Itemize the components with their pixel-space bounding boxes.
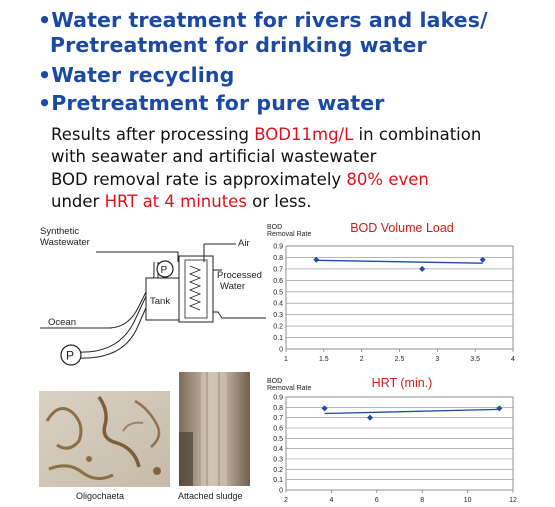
x-tick-label: 3.5 [470,356,481,363]
x-tick-label: 10 [463,497,472,504]
y-tick-label: 0.4 [273,446,283,454]
y-tick-label: 0.4 [273,300,283,308]
process-diagram [38,222,268,382]
bullet-water-recycling [38,63,234,87]
bullet-text: Pretreatment for pure water [51,91,385,115]
y-tick-label: 0.3 [273,456,283,464]
hrt-chart [262,372,552,507]
x-tick-label: 2 [359,356,364,363]
y-tick-label: 0.3 [273,312,283,320]
y-tick-label: 0 [279,346,283,354]
x-tick-label: 2 [284,497,288,504]
synthetic-label: Synthetic [40,226,80,237]
text-span: BOD removal rate is approximately [51,170,347,189]
bullet-text: Pretreatment for drinking water [50,33,427,57]
y-tick-label: 0.6 [273,425,283,433]
bullet-dot: • [38,8,52,32]
x-tick-label: 2.5 [394,356,405,363]
x-tick-label: 3 [435,356,440,363]
ocean-label: Ocean [48,317,76,328]
y-axis-label: BOD [267,224,283,231]
y-tick-label: 0.5 [273,289,283,297]
x-tick-label: 6 [374,497,379,504]
text-span: Results after processing [51,125,255,144]
y-tick-label: 0.2 [273,323,283,331]
bullet-dot: • [38,63,52,87]
oligochaeta-photo [39,391,170,487]
bullet-dot: • [38,91,52,115]
chart-title: HRT (min.) [371,376,433,390]
x-tick-label: 1 [284,356,288,363]
results-line-4 [51,191,311,213]
attached-sludge-caption: Attached sludge [178,491,243,501]
results-line-2 [51,146,376,168]
plot-area [286,397,513,490]
bod-value: BOD11mg/L [254,125,354,144]
x-tick-label: 1.5 [318,356,329,363]
processed-label: Processed [217,270,262,281]
air-label: Air [238,238,250,249]
y-tick-label: 0.7 [273,415,283,423]
results-line-3 [51,169,429,191]
y-tick-label: 0.1 [273,477,283,485]
chart-title: BOD Volume Load [350,221,454,235]
text-span: in combination [353,125,482,144]
bullet-pure-water [38,91,384,115]
y-tick-label: 0.1 [273,335,283,343]
y-tick-label: 0 [279,487,283,495]
bullet-water-treatment-line2 [50,33,427,57]
y-tick-label: 0.9 [273,394,283,402]
x-tick-label: 8 [420,497,425,504]
intake-pipe [78,262,154,352]
y-axis-label: BOD [267,378,283,385]
text-span: with seawater and artificial wastewater [51,147,377,166]
y-tick-label: 0.9 [273,243,283,251]
y-tick-label: 0.2 [273,466,283,474]
text-span: or less. [246,192,312,211]
results-line-1 [51,124,481,146]
y-tick-label: 0.8 [273,404,283,412]
bod-volume-load-chart [262,218,552,366]
text-span: under [51,192,105,211]
ocean-pump-label: P [66,348,75,363]
removal-rate: 80% even [346,170,429,189]
y-axis-label: Removal Rate [267,385,312,392]
water-label: Water [220,281,245,292]
y-tick-label: 0.7 [273,266,283,274]
attached-sludge-photo [179,372,250,486]
reactor-box [179,256,213,322]
x-tick-label: 4 [329,497,334,504]
y-tick-label: 0.5 [273,435,283,443]
x-tick-label: 12 [509,497,517,504]
oligochaeta-caption: Oligochaeta [76,491,125,501]
y-axis-label: Removal Rate [267,231,312,238]
bullet-water-treatment [38,8,488,32]
tank-label: Tank [150,296,171,307]
y-tick-label: 0.6 [273,277,283,285]
x-tick-label: 4 [511,356,515,363]
y-tick-label: 0.8 [273,254,283,262]
bullet-text: Water treatment for rivers and lakes/ [51,8,488,32]
wastewater-label: Wastewater [40,237,90,248]
bullet-text: Water recycling [51,63,235,87]
tank-pump-label: P [160,265,168,276]
hrt-value: HRT at 4 minutes [104,192,247,211]
